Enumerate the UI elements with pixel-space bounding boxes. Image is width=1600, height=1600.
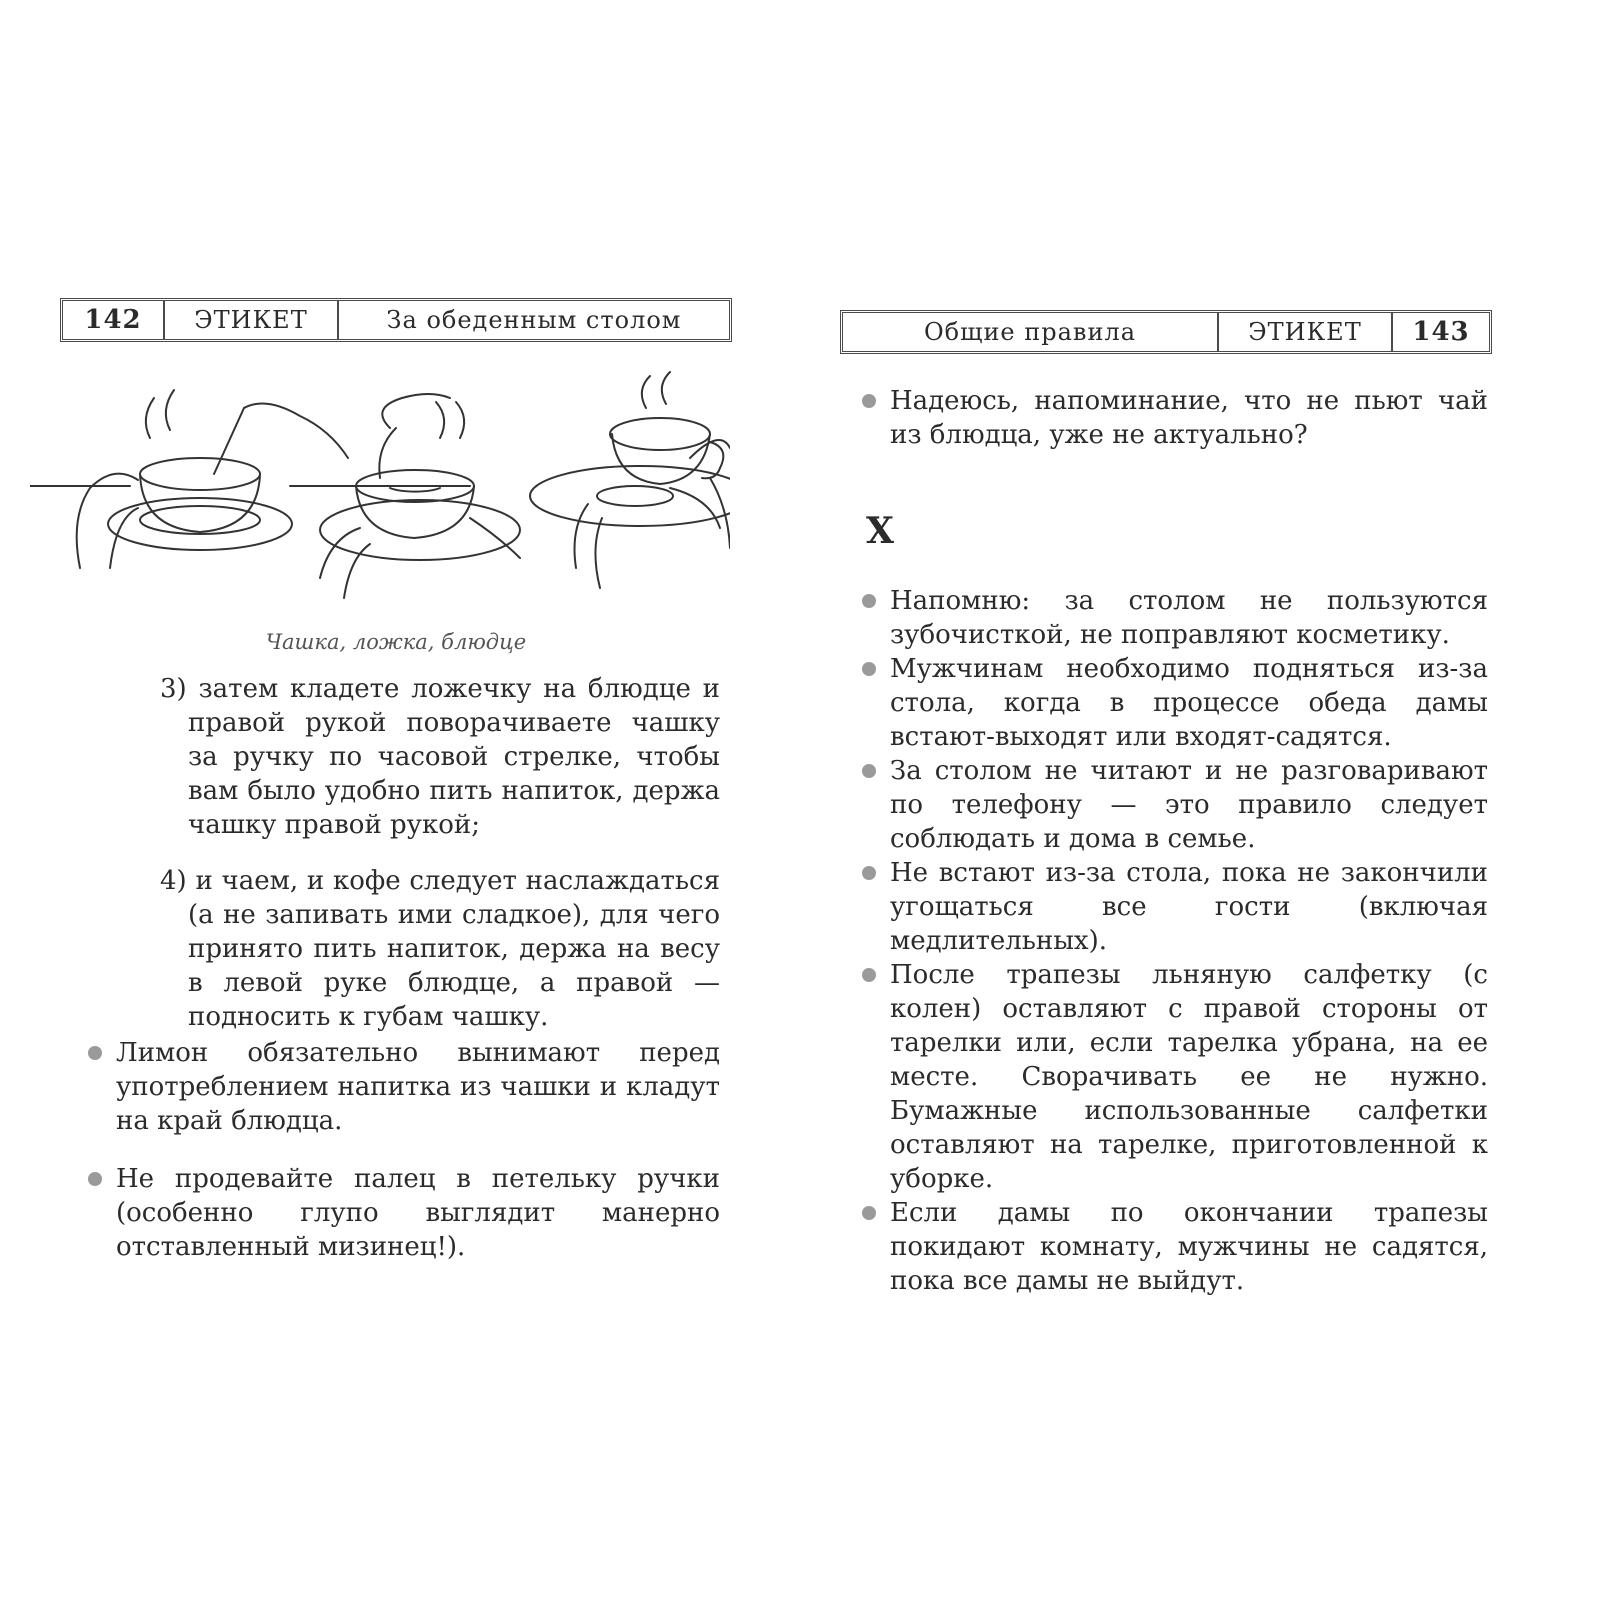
bullet-text: Лимон обязательно вынимают перед употреблением напитка из чашки и кладут на край блюдца.: [116, 1038, 720, 1136]
left-running-header: [60, 298, 732, 342]
list-item: [862, 1196, 1488, 1298]
chapter-title: За обеденным столом: [386, 306, 682, 334]
section-title: ЭТИКЕТ: [1219, 313, 1393, 351]
list-item: [88, 1036, 720, 1138]
section-letter: X: [866, 510, 894, 552]
bullet-text: Надеюсь, напоминание, что не пьют чай из блюдца, уже не актуально?: [890, 386, 1488, 450]
bullet-text: Напомню: за столом не пользуются зубочисткой, не поправляют косметику.: [890, 586, 1488, 650]
bullet-icon: [862, 1206, 876, 1220]
bullet-text: Мужчинам необходимо подняться из-за стола, когда в процессе обеда дамы встают-выходят или входят-садятся.: [890, 654, 1488, 752]
bullet-icon: [862, 594, 876, 608]
bullet-icon: [862, 662, 876, 676]
left-bullet-list: [88, 1036, 720, 1264]
left-page: [60, 298, 732, 1298]
list-item: [862, 856, 1488, 958]
bullet-icon: [862, 866, 876, 880]
list-item: [862, 384, 1488, 452]
intro-paragraph: [862, 384, 1488, 452]
list-item: [862, 652, 1488, 754]
enum-item-4: 4) и чаем, и кофе следует наслаждаться (а не запивать ими сладкое), для чего принято пить напиток, держа на весу в левой руке блюдце, а правой — подносить к губам чашку.: [160, 866, 720, 1032]
list-item: [862, 754, 1488, 856]
bullet-icon: [862, 968, 876, 982]
right-running-header: [840, 310, 1492, 354]
bullet-icon: [88, 1046, 102, 1060]
enumerated-list: [160, 672, 720, 1034]
figure-caption: Чашка, ложка, блюдце: [265, 630, 527, 654]
bullet-text: Не встают из-за стола, пока не закончили угощаться все гости (включая медлительных).: [890, 858, 1488, 956]
cup-figure-2: [320, 394, 520, 598]
bullet-icon: [88, 1172, 102, 1186]
bullet-text: За столом не читают и не разговаривают по телефону — это правило следует соблюдать и дома в семье.: [890, 756, 1488, 854]
bullet-icon: [862, 764, 876, 778]
right-bullet-list: [862, 584, 1488, 1298]
list-item: [88, 1162, 720, 1264]
page-number: 142: [63, 301, 165, 339]
cup-figure-1: [77, 390, 348, 568]
bullet-text: Не продевайте палец в петельку ручки (особенно глупо выглядит манерно отставленный мизинец!).: [116, 1164, 720, 1262]
cup-spoon-saucer-illustration: [30, 368, 730, 608]
list-item: [862, 958, 1488, 1196]
right-page: [856, 310, 1528, 1310]
section-title: ЭТИКЕТ: [165, 301, 339, 339]
bullet-icon: [862, 394, 876, 408]
bullet-text: Если дамы по окончании трапезы покидают комнату, мужчины не садятся, пока все дамы не выйдут.: [890, 1198, 1488, 1296]
chapter-title: Общие правила: [843, 313, 1219, 351]
list-item: [862, 584, 1488, 652]
bullet-text: После трапезы льняную салфетку (с колен) оставляют с правой стороны от тарелки или, если тарелка убрана, на ее месте. Сворачивать ее не нужно. Бумажные использованные салфетки оставляют на тарелке, приготовленной к уборке.: [890, 960, 1488, 1194]
enum-item-3: 3) затем кладете ложечку на блюдце и правой рукой поворачиваете чашку за ручку по часовой стрелке, чтобы вам было удобно пить напиток, держа чашку правой рукой;: [160, 674, 720, 840]
page-number: 143: [1412, 317, 1470, 347]
cup-figure-3: [530, 372, 730, 588]
